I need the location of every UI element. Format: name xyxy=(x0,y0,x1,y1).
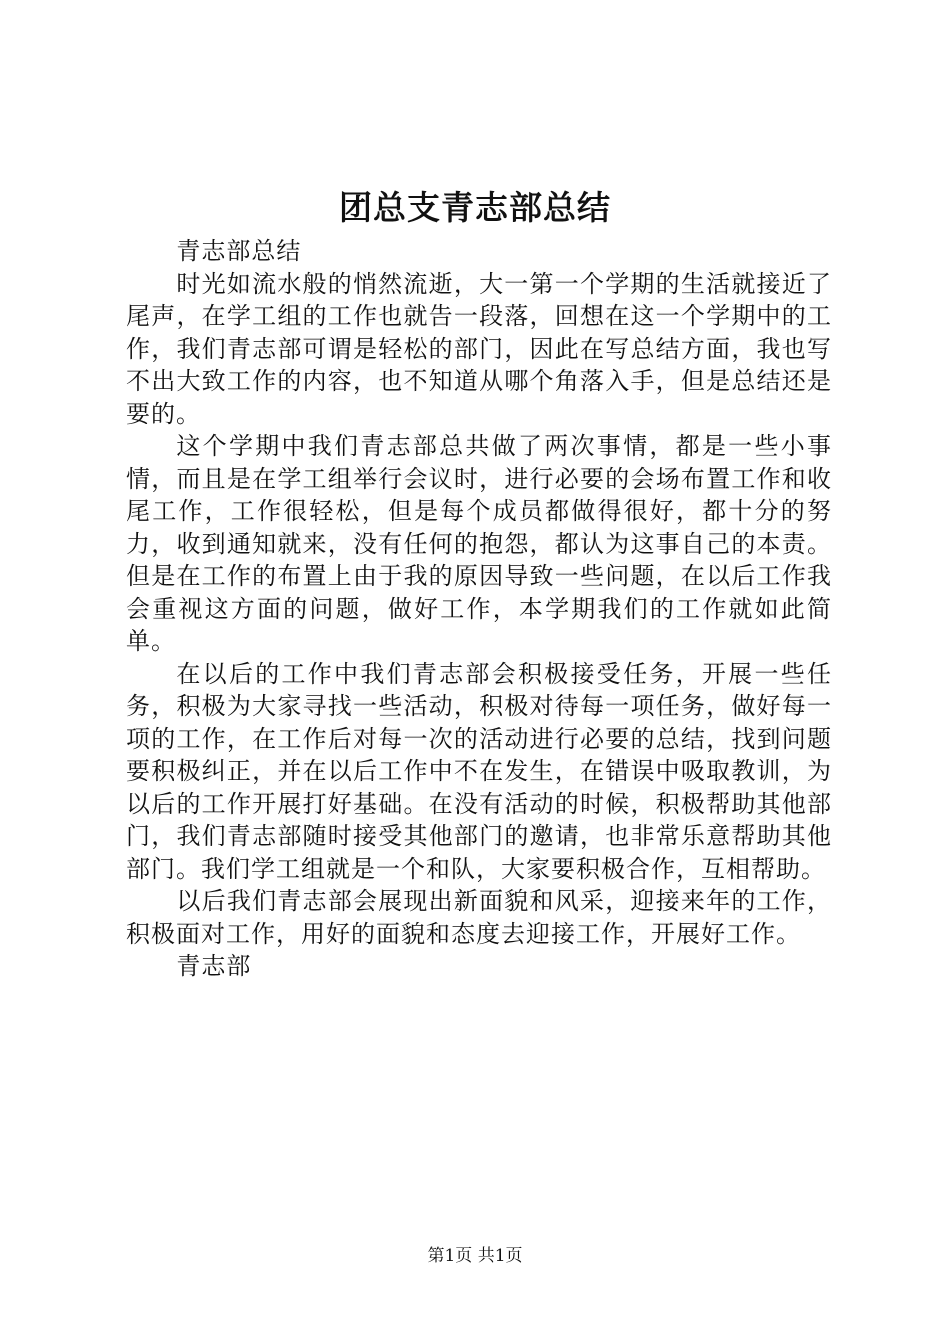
signature-paragraph: 青志部 xyxy=(176,952,252,980)
subtitle-paragraph: 青志部总结 xyxy=(176,237,302,265)
body-paragraph-1: 时光如流水般的悄然流逝，大一第一个学期的生活就接近了尾声，在学工组的工作也就告一段落，回想在这一个学期中的工作，我们青志部可谓是轻松的部门，因此在写总结方面，我也写不出大致工作的内容，也不知道从哪个角落入手，但是总结还是要的。 xyxy=(126,269,832,428)
document-body xyxy=(126,235,832,983)
body-paragraph-3: 在以后的工作中我们青志部会积极接受任务，开展一些任务，积极为大家寻找一些活动，积极对待每一项任务，做好每一项的工作，在工作后对每一次的活动进行必要的总结，找到问题要积极纠正，并在以后工作中不在发生，在错误中吸取教训，为以后的工作开展打好基础。在没有活动的时候，积极帮助其他部门，我们青志部随时接受其他部门的邀请，也非常乐意帮助其他部门。我们学工组就是一个和队，大家要积极合作，互相帮助。 xyxy=(126,659,832,883)
body-paragraph-4: 以后我们青志部会展现出新面貌和风采，迎接来年的工作，积极面对工作，用好的面貌和态度去迎接工作，开展好工作。 xyxy=(126,887,832,948)
body-paragraph-2: 这个学期中我们青志部总共做了两次事情，都是一些小事情，而且是在学工组举行会议时，进行必要的会场布置工作和收尾工作，工作很轻松，但是每个成员都做得很好，都十分的努力，收到通知就来，没有任何的抱怨，都认为这事自己的本责。但是在工作的布置上由于我的原因导致一些问题，在以后工作我会重视这方面的问题，做好工作，本学期我们的工作就如此简单。 xyxy=(126,432,832,655)
page-footer: 第1页 共1页 xyxy=(427,1246,523,1266)
document-title: 团总支青志部总结 xyxy=(339,188,611,227)
